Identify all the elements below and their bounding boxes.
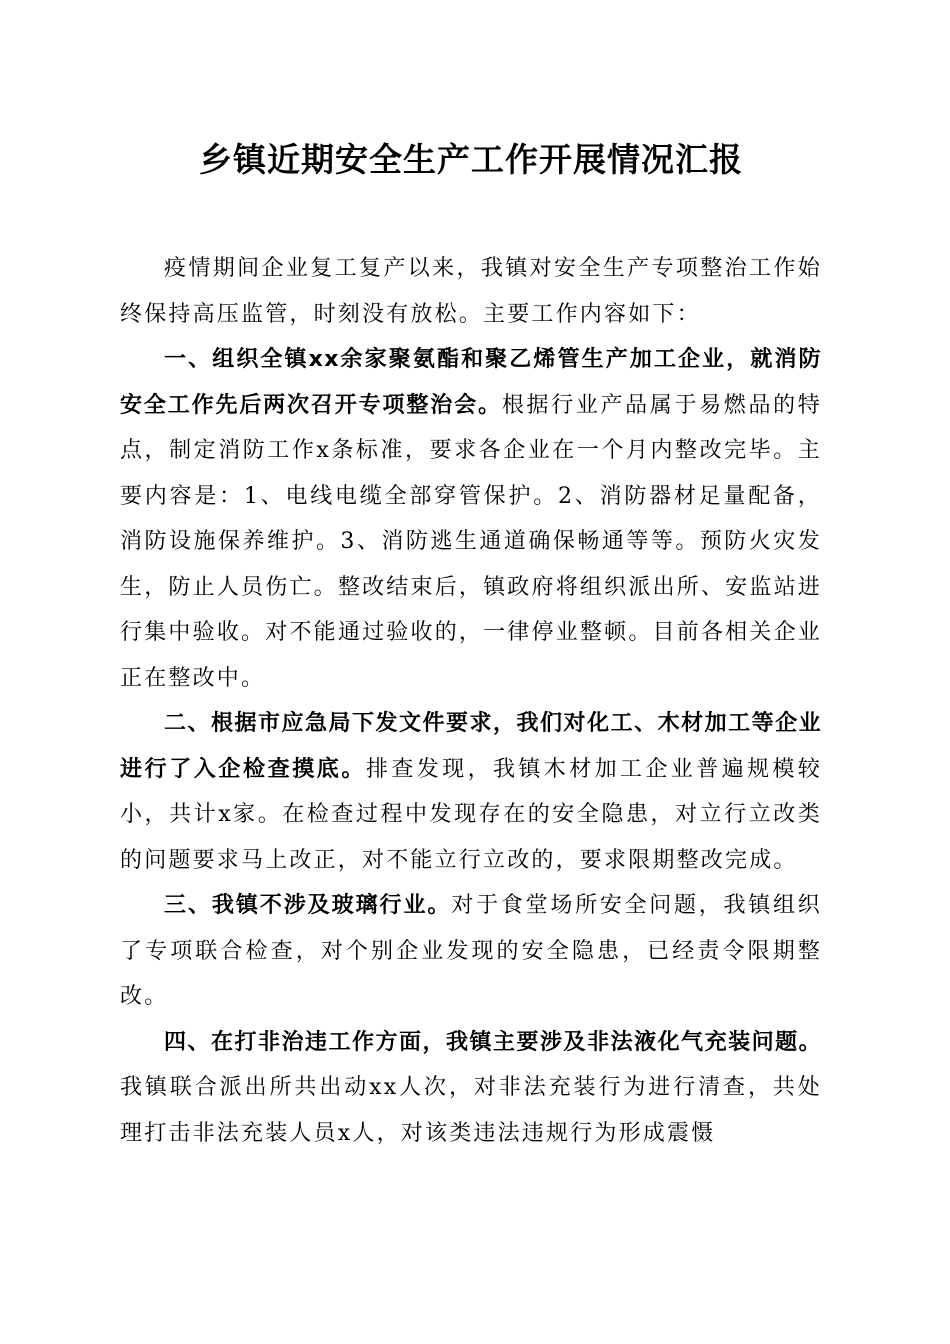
document-body: [120, 246, 822, 1156]
section-4-text: 我镇联合派出所共出动xx人次，对非法充装行为进行清查，共处理打击非法充装人员x人，对该类违法违规行为形成震慑: [120, 1075, 822, 1146]
section-1-text: 根据行业产品属于易燃品的特点，制定消防工作x条标准，要求各企业在一个月内整改完毕。主要内容是：1、电线电缆全部穿管保护。2、消防器材足量配备，消防设施保养维护。3、消防逃生通道确保畅通等等。预防火灾发生，防止人员伤亡。整改结束后，镇政府将组织派出所、安监站进行集中验收。对不能通过验收的，一律停业整顿。目前各相关企业正在整改中。: [120, 392, 822, 691]
intro-paragraph: 疫情期间企业复工复产以来，我镇对安全生产专项整治工作始终保持高压监管，时刻没有放松。主要工作内容如下：: [120, 256, 822, 327]
section-2-heading: 二、根据市应急局下发文件要求，我们对化工、木材加工等企业进行了入企检查摸底。: [120, 711, 822, 782]
section-4-heading: 四、在打非治违工作方面，我镇主要涉及非法液化气充装问题。: [164, 1029, 822, 1055]
section-3-text: 对于食堂场所安全问题，我镇组织了专项联合检查，对个别企业发现的安全隐患，已经责令限期整改。: [120, 893, 822, 1009]
section-1-heading: 一、组织全镇xx余家聚氨酯和聚乙烯管生产加工企业，就消防安全工作先后两次召开专项整治会。: [120, 347, 822, 418]
section-2-text: 排查发现，我镇木材加工企业普遍规模较小，共计x家。在检查过程中发现存在的安全隐患，对立行立改类的问题要求马上改正，对不能立行立改的，要求限期整改完成。: [120, 756, 822, 873]
section-2-paragraph: [120, 701, 822, 883]
section-3-paragraph: [120, 883, 822, 1020]
section-3-heading: 三、我镇不涉及玻璃行业。: [164, 893, 452, 918]
section-4-paragraph: [120, 1020, 822, 1157]
section-1-paragraph: [120, 337, 822, 701]
document-title: 乡镇近期安全生产工作开展情况汇报: [199, 140, 743, 179]
